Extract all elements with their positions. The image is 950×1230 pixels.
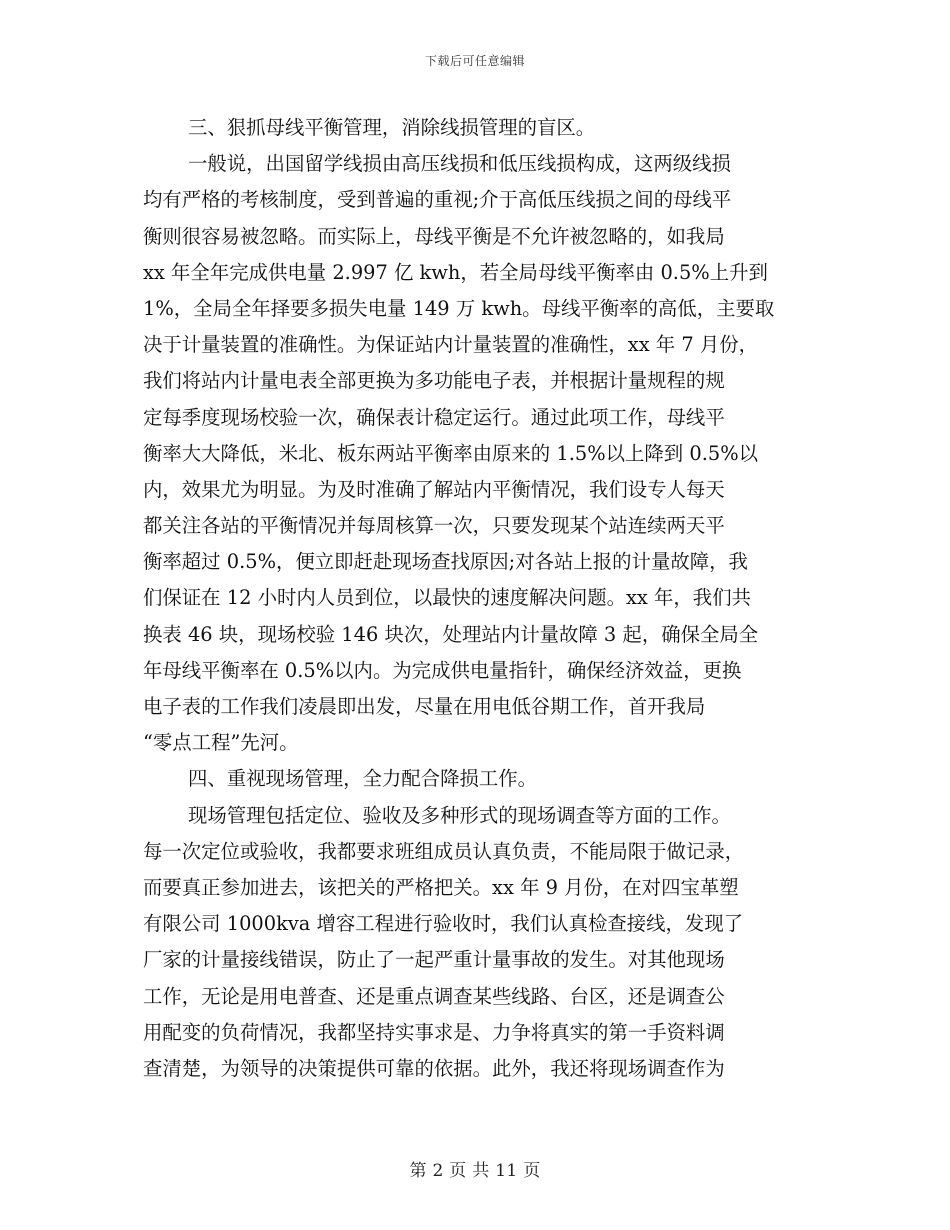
paragraph-line: 们保证在 12 小时内人员到位，以最快的速度解决问题。xx 年，我们共 — [143, 586, 751, 610]
paragraph-line: 有限公司 1000kva 增容工程进行验收时，我们认真检查接线，发现了 — [143, 912, 744, 936]
page-header: 下载后可任意编辑 — [424, 54, 525, 68]
paragraph-line: “零点工程”先河。 — [143, 731, 299, 755]
paragraph-line: 衡率超过 0.5%，便立即赶赴现场查找原因;对各站上报的计量故障，我 — [143, 550, 748, 574]
paragraph-line: 而要真正参加进去，该把关的严格把关。xx 年 9 月份，在对四宝革塑 — [143, 875, 739, 899]
paragraph-line: 现场管理包括定位、验收及多种形式的现场调查等方面的工作。 — [188, 803, 731, 827]
paragraph-line: 内，效果尤为明显。为及时准确了解站内平衡情况，我们设专人每天 — [143, 477, 725, 501]
paragraph-line: 用配变的负荷情况，我都坚持实事求是、力争将真实的第一手资料调 — [143, 1020, 725, 1044]
page-number-footer: 第 2 页 共 11 页 — [409, 1161, 541, 1181]
paragraph-line: 换表 46 块，现场校验 146 块次，处理站内计量故障 3 起，确保全局全 — [143, 622, 759, 646]
paragraph-line: 年母线平衡率在 0.5%以内。为完成供电量指针，确保经济效益，更换 — [143, 658, 742, 682]
paragraph-line: 均有严格的考核制度，受到普遍的重视;介于高低压线损之间的母线平 — [143, 188, 732, 212]
paragraph-line: 工作，无论是用电普查、还是重点调查某些线路、台区，还是调查公 — [143, 984, 725, 1008]
paragraph-line: 每一次定位或验收，我都要求班组成员认真负责，不能局限于做记录， — [143, 839, 745, 863]
paragraph-line: 查清楚，为领导的决策提供可靠的依据。此外，我还将现场调查作为 — [143, 1056, 725, 1080]
section-heading-4: 四、重视现场管理，全力配合降损工作。 — [188, 767, 538, 791]
paragraph-line: 一般说，出国留学线损由高压线损和低压线损构成，这两级线损 — [188, 152, 731, 176]
paragraph-line: 都关注各站的平衡情况并每周核算一次，只要发现某个站连续两天平 — [143, 514, 725, 538]
paragraph-line: 衡率大大降低，米北、板东两站平衡率由原来的 1.5%以上降到 0.5%以 — [143, 441, 759, 465]
paragraph-line: 厂家的计量接线错误，防止了一起严重计量事故的发生。对其他现场 — [143, 948, 725, 972]
paragraph-line: 我们将站内计量电表全部更换为多功能电子表，并根据计量规程的规 — [143, 369, 725, 393]
paragraph-line: 电子表的工作我们凌晨即出发，尽量在用电低谷期工作，首开我局 — [143, 695, 706, 718]
paragraph-line: 定每季度现场校验一次，确保表计稳定运行。通过此项工作，母线平 — [143, 405, 725, 429]
paragraph-line: 衡则很容易被忽略。而实际上，母线平衡是不允许被忽略的，如我局 — [143, 224, 725, 248]
paragraph-line: xx 年全年完成供电量 2.997 亿 kwh，若全局母线平衡率由 0.5%上升到 — [143, 260, 768, 284]
document-body — [143, 110, 808, 1087]
section-heading-3: 三、狠抓母线平衡管理，消除线损管理的盲区。 — [188, 116, 596, 139]
paragraph-line: 1%，全局全年择要多损失电量 149 万 kwh。母线平衡率的高低，主要取 — [143, 296, 775, 320]
paragraph-line: 决于计量装置的准确性。为保证站内计量装置的准确性，xx 年 7 月份， — [143, 333, 759, 357]
